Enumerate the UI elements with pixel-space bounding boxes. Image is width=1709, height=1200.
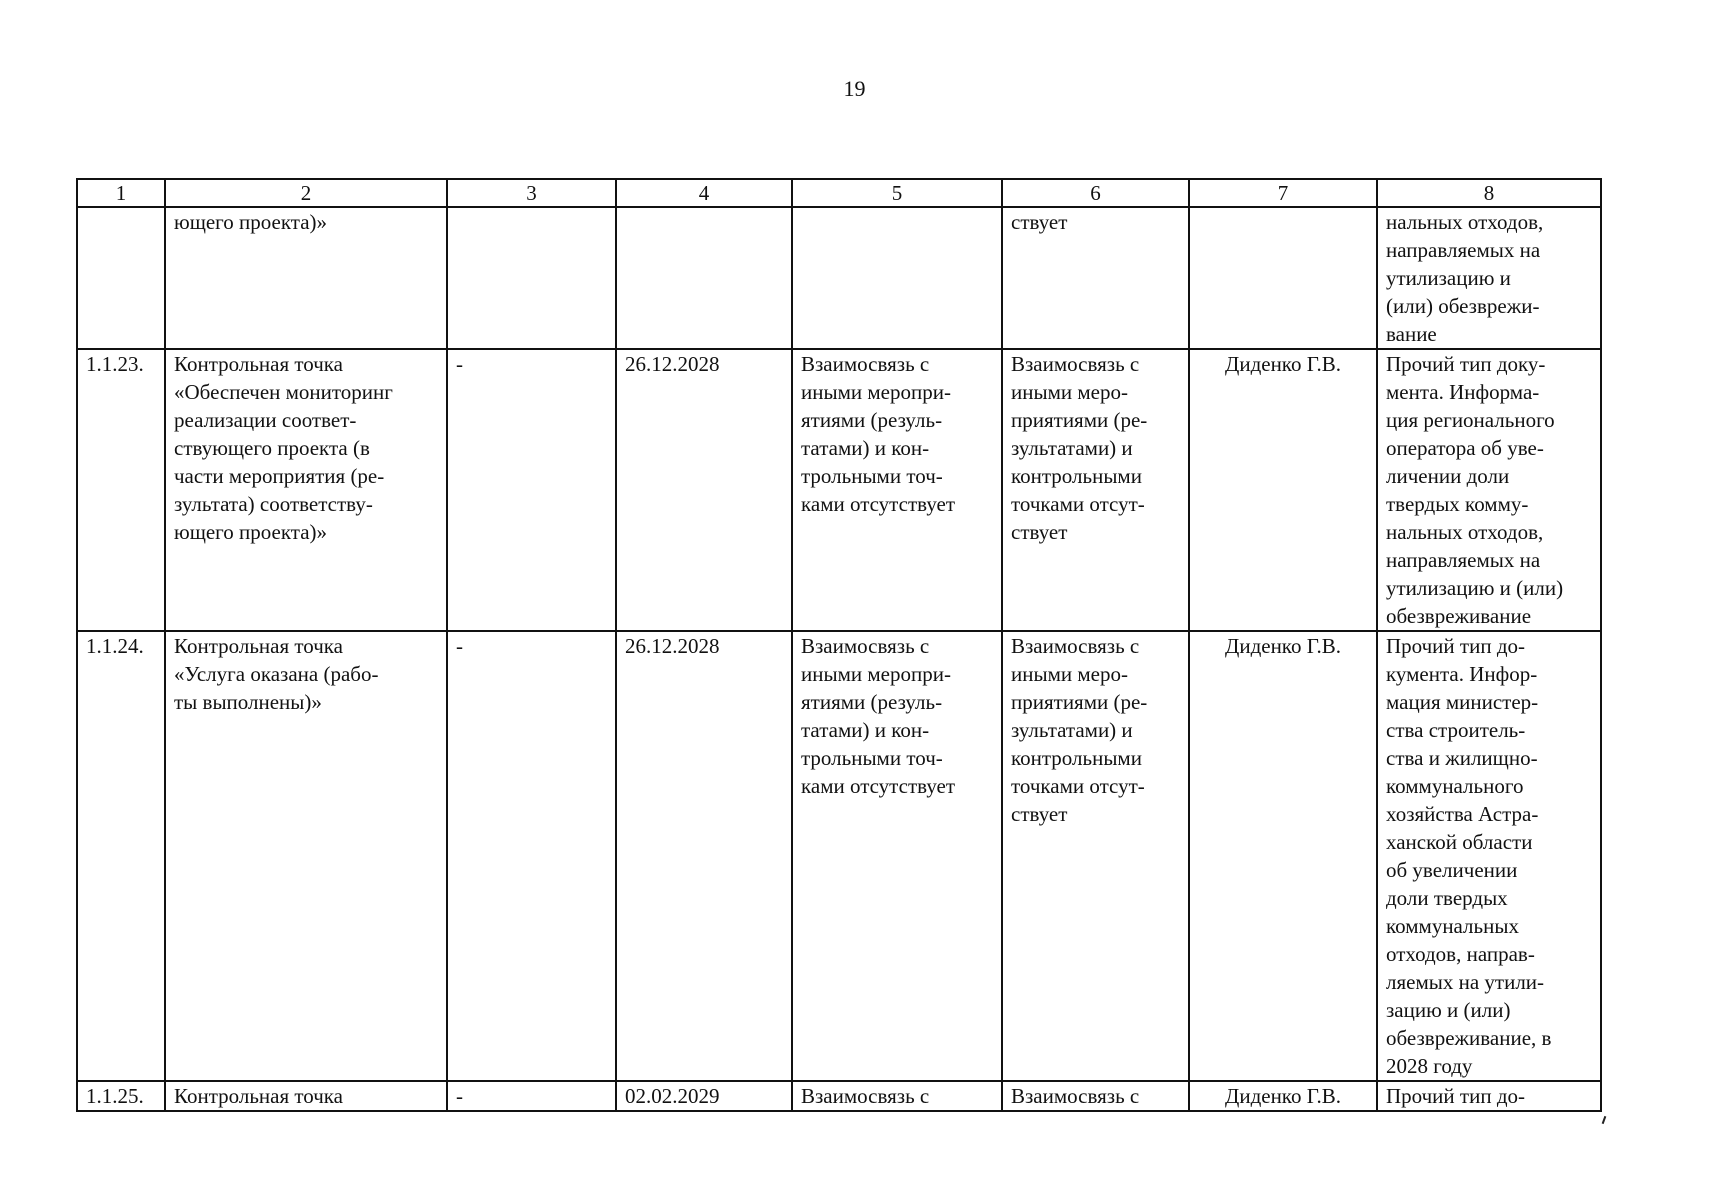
document-type: нальных отходов, направляемых на утилизацию и (или) обезврежи- вание: [1377, 207, 1601, 349]
row-number: [77, 207, 165, 349]
column-3-value: -: [447, 1081, 616, 1111]
row-number: 1.1.25.: [77, 1081, 165, 1111]
header-cell: 6: [1002, 179, 1189, 207]
document-type: Прочий тип до- кумента. Инфор- мация министер- ства строитель- ства и жилищно- коммунального хозяйства Астра- ханской области об увеличении доли твердых коммунальных отходов, направ- ляемых на утили- зацию и (или) обезвреживание, в 2028 году: [1377, 631, 1601, 1081]
table-row: [77, 349, 1601, 631]
due-date: 02.02.2029: [616, 1081, 792, 1111]
measures-table: [76, 178, 1602, 1112]
document-type: Прочий тип доку- мента. Информа- ция регионального оператора об уве- личении доли твердых комму- нальных отходов, направляемых на утилизацию и (или) обезвреживание: [1377, 349, 1601, 631]
control-point-name: Контрольная точка: [165, 1081, 447, 1111]
column-3-value: [447, 207, 616, 349]
page-number: 19: [843, 76, 866, 101]
due-date: [616, 207, 792, 349]
header-cell: 4: [616, 179, 792, 207]
header-row: [77, 179, 1601, 207]
row-number: 1.1.23.: [77, 349, 165, 631]
due-date: 26.12.2028: [616, 631, 792, 1081]
links-next: Взаимосвязь с иными меро- приятиями (ре- зультатами) и контрольными точками отсут- ствует: [1002, 631, 1189, 1081]
table-row: [77, 207, 1601, 349]
header-cell: 7: [1189, 179, 1377, 207]
due-date: 26.12.2028: [616, 349, 792, 631]
responsible-person: Диденко Г.В.: [1189, 631, 1377, 1081]
scan-mark: [1602, 1116, 1607, 1124]
responsible-person: Диденко Г.В.: [1189, 1081, 1377, 1111]
links-previous: Взаимосвязь с иными меропри- ятиями (резуль- татами) и кон- трольными точ- ками отсутствует: [792, 349, 1002, 631]
table-row: [77, 631, 1601, 1081]
header-cell: 3: [447, 179, 616, 207]
header-cell: 5: [792, 179, 1002, 207]
responsible-person: Диденко Г.В.: [1189, 349, 1377, 631]
control-point-name: ющего проекта)»: [165, 207, 447, 349]
links-previous: Взаимосвязь с иными меропри- ятиями (резуль- татами) и кон- трольными точ- ками отсутствует: [792, 631, 1002, 1081]
document-type: Прочий тип до-: [1377, 1081, 1601, 1111]
header-cell: 2: [165, 179, 447, 207]
header-cell: 1: [77, 179, 165, 207]
links-next: ствует: [1002, 207, 1189, 349]
links-previous: Взаимосвязь с: [792, 1081, 1002, 1111]
column-3-value: -: [447, 349, 616, 631]
responsible-person: [1189, 207, 1377, 349]
control-point-name: Контрольная точка «Услуга оказана (рабо- ты выполнены)»: [165, 631, 447, 1081]
column-3-value: -: [447, 631, 616, 1081]
links-next: Взаимосвязь с иными меро- приятиями (ре- зультатами) и контрольными точками отсут- ствует: [1002, 349, 1189, 631]
table-row: [77, 1081, 1601, 1111]
header-cell: 8: [1377, 179, 1601, 207]
links-previous: [792, 207, 1002, 349]
control-point-name: Контрольная точка «Обеспечен мониторинг реализации соответ- ствующего проекта (в части мероприятия (ре- зультата) соответству- ющего проекта)»: [165, 349, 447, 631]
links-next: Взаимосвязь с: [1002, 1081, 1189, 1111]
row-number: 1.1.24.: [77, 631, 165, 1081]
